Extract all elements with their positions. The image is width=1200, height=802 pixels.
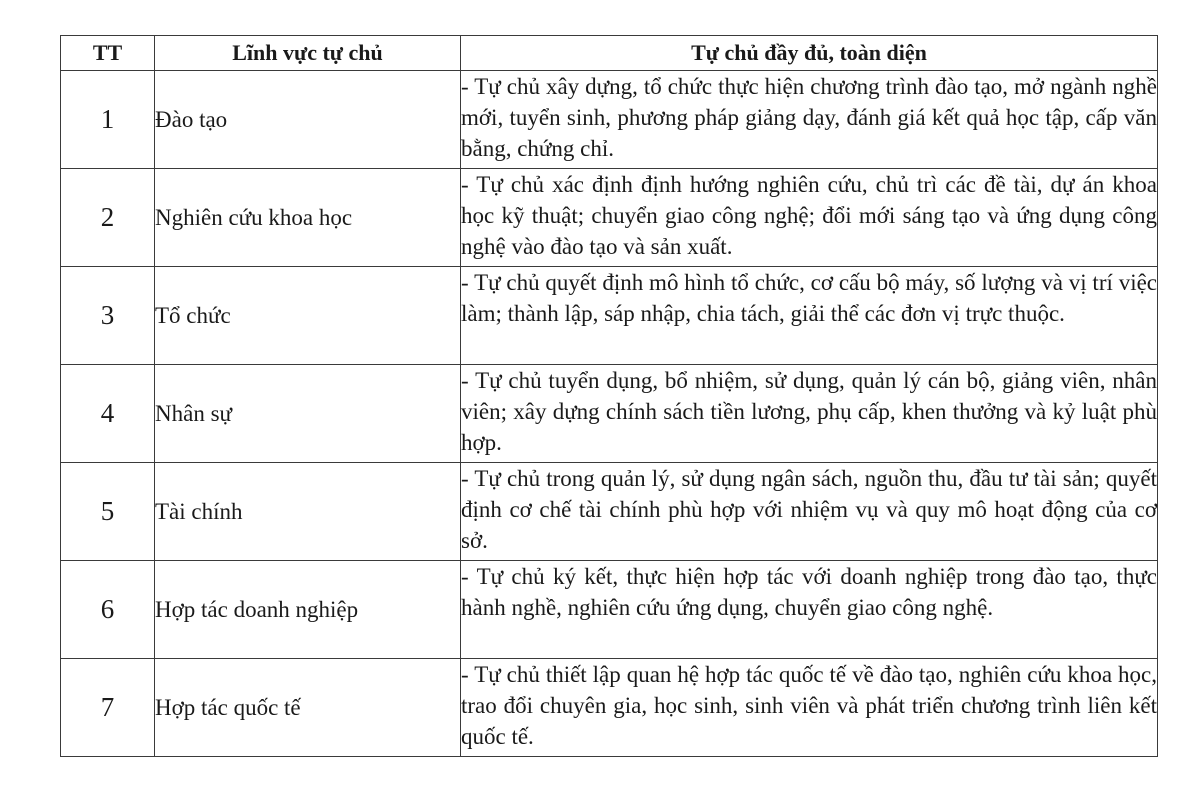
table-row: [61, 659, 1158, 757]
row-description: - Tự chủ quyết định mô hình tổ chức, cơ cấu bộ máy, số lượng và vị trí việc làm; thành lập, sáp nhập, chia tách, giải thể các đơn vị trực thuộc.: [461, 267, 1158, 365]
header-description: Tự chủ đầy đủ, toàn diện: [461, 36, 1158, 71]
row-description: - Tự chủ xác định định hướng nghiên cứu, chủ trì các đề tài, dự án khoa học kỹ thuật; chuyển giao công nghệ; đổi mới sáng tạo và ứng dụng công nghệ vào đào tạo và sản xuất.: [461, 169, 1158, 267]
row-number: 3: [61, 267, 155, 365]
row-number: 5: [61, 463, 155, 561]
row-number: 4: [61, 365, 155, 463]
row-description: - Tự chủ thiết lập quan hệ hợp tác quốc tế về đào tạo, nghiên cứu khoa học, trao đổi chuyên gia, học sinh, sinh viên và phát triển chương trình liên kết quốc tế.: [461, 659, 1158, 757]
row-description: - Tự chủ tuyển dụng, bổ nhiệm, sử dụng, quản lý cán bộ, giảng viên, nhân viên; xây dựng chính sách tiền lương, phụ cấp, khen thưởng và kỷ luật phù hợp.: [461, 365, 1158, 463]
header-field: Lĩnh vực tự chủ: [155, 36, 461, 71]
row-number: 1: [61, 71, 155, 169]
row-field: Tổ chức: [155, 267, 461, 365]
row-description: - Tự chủ trong quản lý, sử dụng ngân sách, nguồn thu, đầu tư tài sản; quyết định cơ chế tài chính phù hợp với nhiệm vụ và quy mô hoạt động của cơ sở.: [461, 463, 1158, 561]
header-row: [61, 36, 1158, 71]
row-field: Đào tạo: [155, 71, 461, 169]
row-number: 7: [61, 659, 155, 757]
table-row: [61, 561, 1158, 659]
row-field: Nghiên cứu khoa học: [155, 169, 461, 267]
autonomy-table: [60, 35, 1158, 757]
table-row: [61, 71, 1158, 169]
table-row: [61, 365, 1158, 463]
row-number: 6: [61, 561, 155, 659]
row-field: Tài chính: [155, 463, 461, 561]
row-field: Nhân sự: [155, 365, 461, 463]
header-tt: TT: [61, 36, 155, 71]
table-body: [61, 71, 1158, 757]
row-description: - Tự chủ xây dựng, tổ chức thực hiện chương trình đào tạo, mở ngành nghề mới, tuyển sinh, phương pháp giảng dạy, đánh giá kết quả học tập, cấp văn bằng, chứng chỉ.: [461, 71, 1158, 169]
table-row: [61, 463, 1158, 561]
row-number: 2: [61, 169, 155, 267]
table-row: [61, 169, 1158, 267]
row-description: - Tự chủ ký kết, thực hiện hợp tác với doanh nghiệp trong đào tạo, thực hành nghề, nghiên cứu ứng dụng, chuyển giao công nghệ.: [461, 561, 1158, 659]
table-header: [61, 36, 1158, 71]
table-row: [61, 267, 1158, 365]
row-field: Hợp tác doanh nghiệp: [155, 561, 461, 659]
row-field: Hợp tác quốc tế: [155, 659, 461, 757]
